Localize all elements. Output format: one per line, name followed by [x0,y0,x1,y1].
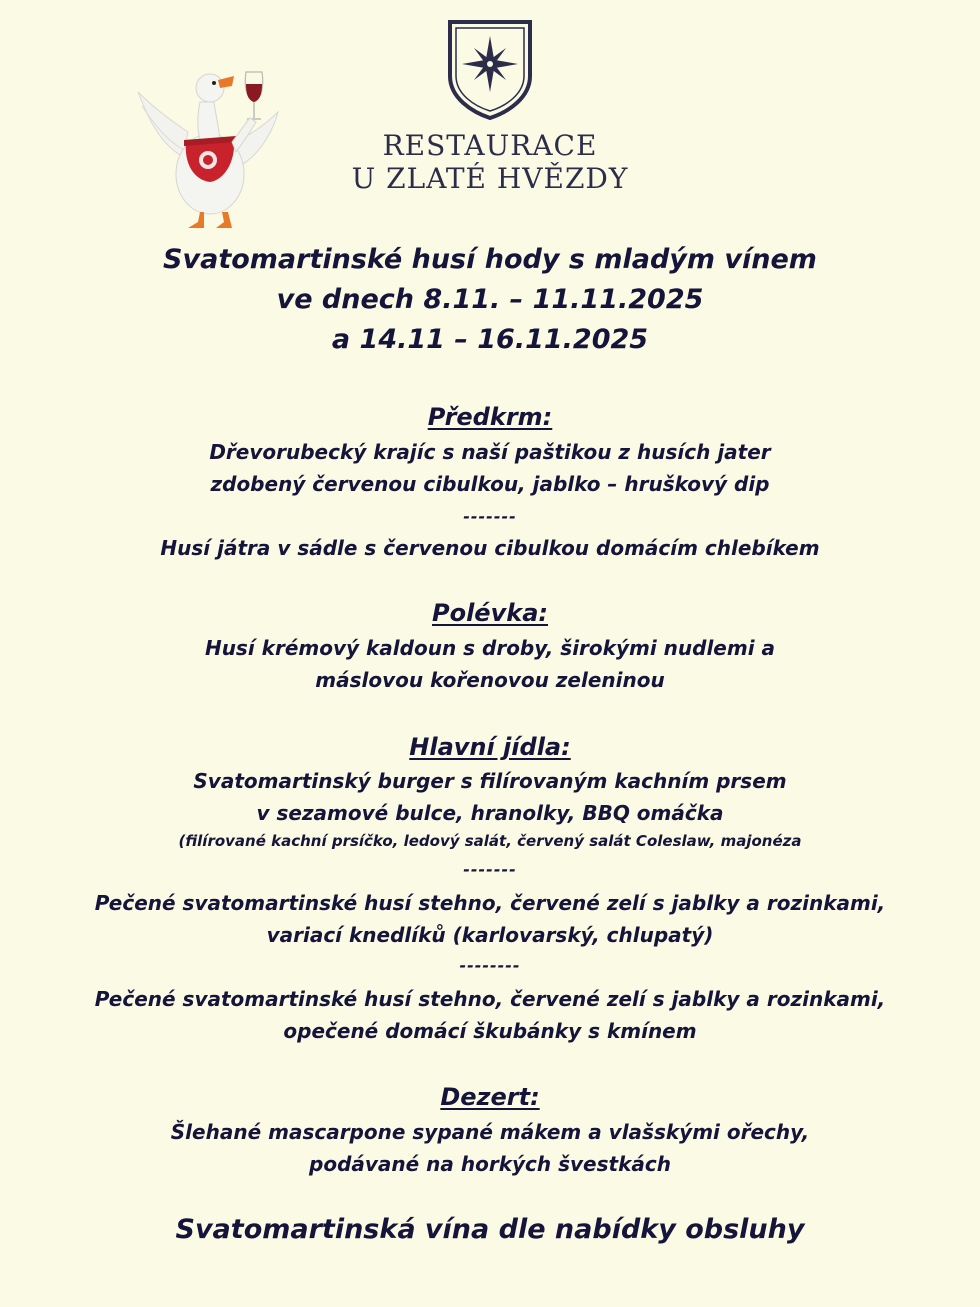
mains-item-2-line2: variací knedlíků (karlovarský, chlupatý) [266,923,714,947]
section-title-dessert: Dezert: [440,1083,540,1111]
section-title-mains: Hlavní jídla: [409,733,571,761]
soup-line2: máslovou kořenovou zeleninou [315,668,665,692]
dessert-line1: Šlehané mascarpone sypané mákem a vlašskými ořechy, [170,1120,810,1144]
goose-with-wine-icon [128,62,288,232]
wine-note: Svatomartinská vína dle nabídky obsluhy [175,1214,805,1245]
event-dates-1: ve dnech 8.11. – 11.11.2025 [276,284,704,315]
restaurant-name-line2: U ZLATÉ HVĚZDY [351,162,629,195]
mains-item-1-note: (filírované kachní prsíčko, ledový salát, červený salát Coleslaw, majonéza [178,832,802,850]
mains-item-2-line1: Pečené svatomartinské husí stehno, červené zelí s jablky a rozinkami, [94,891,886,915]
section-title-starter: Předkrm: [427,403,553,431]
section-title-soup: Polévka: [432,599,548,627]
separator: -------- [459,956,521,975]
mains-item-3-line2: opečené domácí škubánky s kmínem [283,1019,697,1043]
event-dates-2: a 14.11 – 16.11.2025 [331,324,649,355]
starter-item-2: Husí játra v sádle s červenou cibulkou domácím chlebíkem [160,536,820,560]
separator: ------- [463,507,517,526]
dessert-line2: podávané na horkých švestkách [309,1152,671,1176]
event-title: Svatomartinské husí hody s mladým vínem [163,244,817,275]
mains-item-3-line1: Pečené svatomartinské husí stehno, červené zelí s jablky a rozinkami, [94,987,886,1011]
separator: ------- [463,860,517,879]
starter-item-1-line1: Dřevorubecký krajíc s naší paštikou z husích jater [209,440,771,464]
mains-item-1-line1: Svatomartinský burger s filírovaným kachním prsem [193,769,787,793]
star-shield-icon [446,16,534,120]
soup-line1: Husí krémový kaldoun s droby, širokými nudlemi a [204,636,776,660]
starter-item-1-line2: zdobený červenou cibulkou, jablko – hruškový dip [210,472,770,496]
mains-item-1-line2: v sezamové bulce, hranolky, BBQ omáčka [256,801,724,825]
restaurant-name-line1: RESTAURACE [382,129,598,162]
